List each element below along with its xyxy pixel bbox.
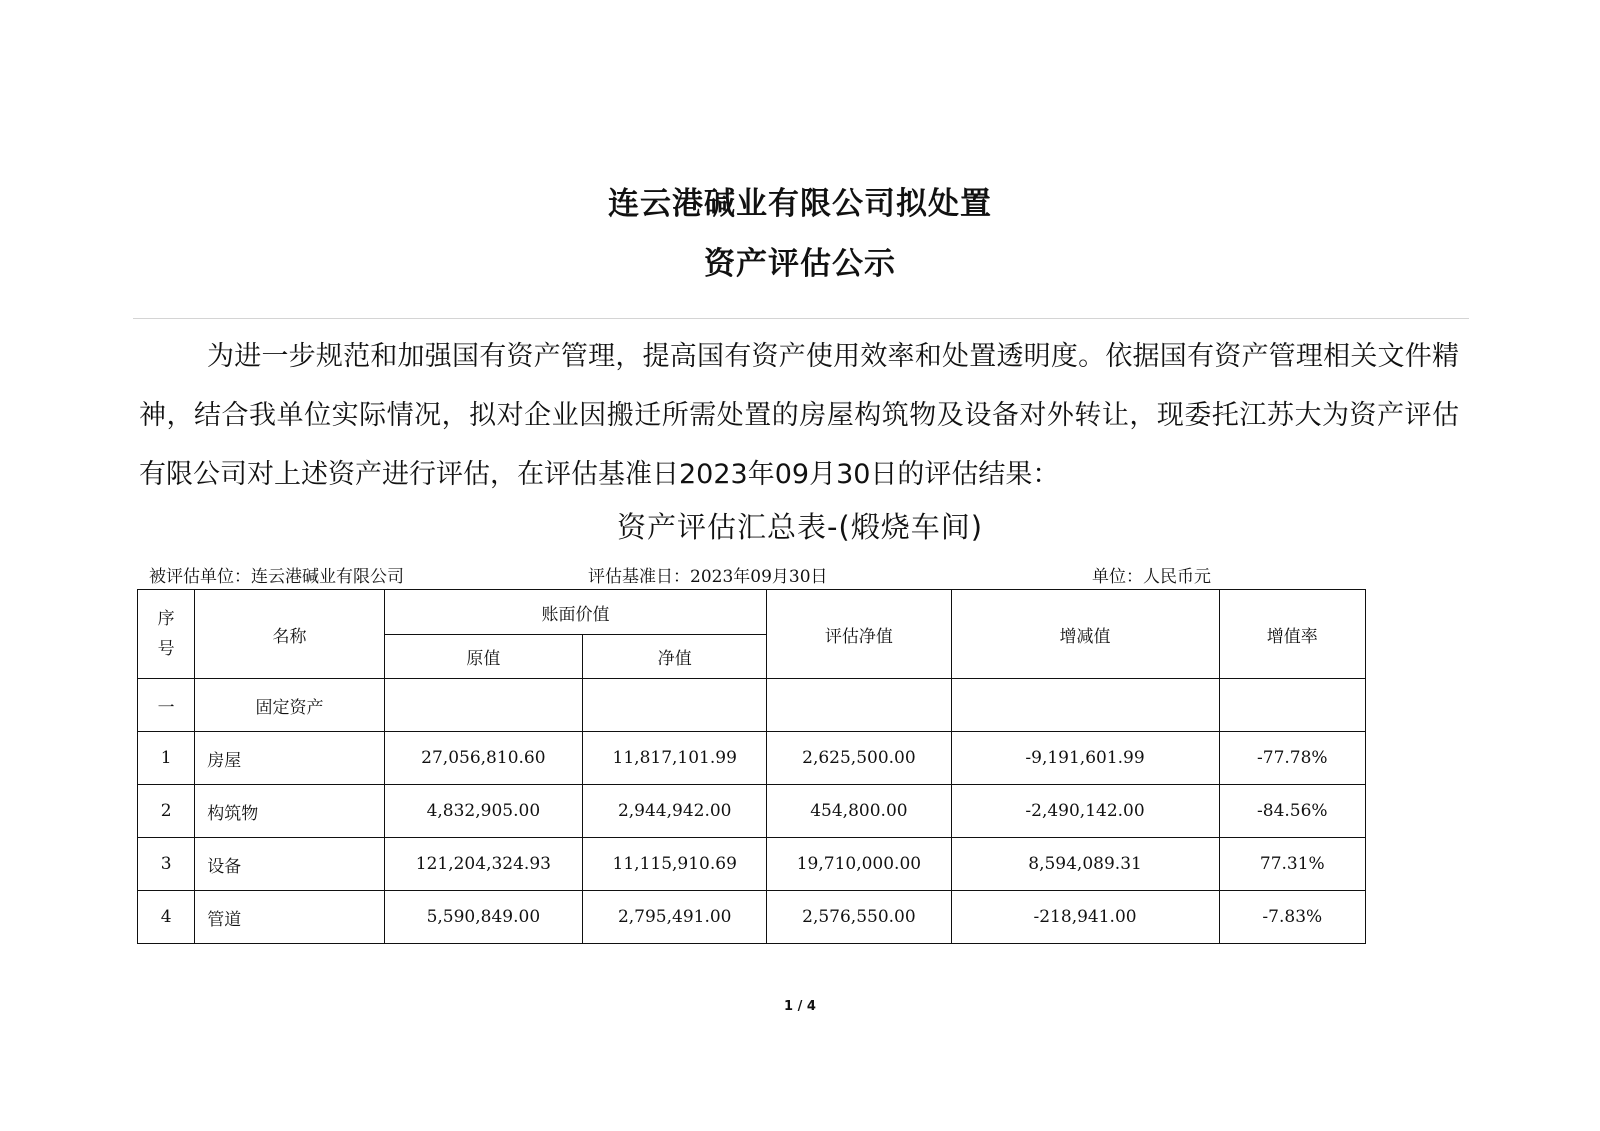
table-title: 资产评估汇总表-(煅烧车间) — [616, 510, 984, 544]
row-net: 11,115,910.69 — [583, 838, 767, 891]
row-assessed-net: 454,800.00 — [767, 785, 951, 838]
row-net: 2,795,491.00 — [583, 891, 767, 944]
table-row — [138, 785, 1366, 838]
row-net: 2,944,942.00 — [583, 785, 767, 838]
row-original: 121,204,324.93 — [384, 838, 583, 891]
intro-paragraph: 为进一步规范和加强国有资产管理，提高国有资产使用效率和处置透明度。依据国有资产管理相关文件精神，结合我单位实际情况，拟对企业因搬迁所需处置的房屋构筑物及设备对外转让，现委托江苏大为资产评估有限公司对上述资产进行评估，在评估基准日2023年09月30日的评估结果： — [139, 341, 1459, 490]
row-assessed-net: 19,710,000.00 — [767, 838, 951, 891]
category-name: 固定资产 — [195, 679, 384, 732]
page-number: 1 / 4 — [784, 999, 816, 1014]
row-change-rate: -77.78% — [1219, 732, 1365, 785]
row-name: 构筑物 — [195, 785, 384, 838]
row-change-rate: -84.56% — [1219, 785, 1365, 838]
row-name: 设备 — [195, 838, 384, 891]
row-seq: 4 — [138, 891, 195, 944]
row-seq: 1 — [138, 732, 195, 785]
assessed-unit-label: 被评估单位：连云港碱业有限公司 — [149, 567, 404, 587]
header-book-value: 账面价值 — [384, 590, 767, 635]
document-title: 连云港碱业有限公司拟处置 — [608, 186, 992, 222]
header-net: 净值 — [583, 635, 767, 679]
table-row — [138, 838, 1366, 891]
row-name: 管道 — [195, 891, 384, 944]
row-change-rate: -7.83% — [1219, 891, 1365, 944]
row-change: -218,941.00 — [951, 891, 1219, 944]
header-change: 增减值 — [951, 590, 1219, 679]
asset-summary-table — [137, 589, 1366, 944]
currency-unit-label: 单位：人民币元 — [1092, 567, 1211, 587]
row-change-rate: 77.31% — [1219, 838, 1365, 891]
row-original: 4,832,905.00 — [384, 785, 583, 838]
category-seq: 一 — [138, 679, 195, 732]
category-row — [138, 679, 1366, 732]
row-change: -9,191,601.99 — [951, 732, 1219, 785]
document-subtitle: 资产评估公示 — [704, 246, 896, 282]
table-row — [138, 732, 1366, 785]
header-change-rate: 增值率 — [1219, 590, 1365, 679]
row-change: -2,490,142.00 — [951, 785, 1219, 838]
row-net: 11,817,101.99 — [583, 732, 767, 785]
row-seq: 3 — [138, 838, 195, 891]
header-seq: 序 号 — [138, 590, 195, 679]
row-change: 8,594,089.31 — [951, 838, 1219, 891]
row-assessed-net: 2,625,500.00 — [767, 732, 951, 785]
header-original: 原值 — [384, 635, 583, 679]
divider — [133, 318, 1469, 319]
row-assessed-net: 2,576,550.00 — [767, 891, 951, 944]
base-date-label: 评估基准日：2023年09月30日 — [588, 567, 828, 587]
header-name: 名称 — [195, 590, 384, 679]
row-name: 房屋 — [195, 732, 384, 785]
row-original: 5,590,849.00 — [384, 891, 583, 944]
header-assessed-net: 评估净值 — [767, 590, 951, 679]
row-original: 27,056,810.60 — [384, 732, 583, 785]
header-row — [138, 590, 1366, 635]
row-seq: 2 — [138, 785, 195, 838]
table-row — [138, 891, 1366, 944]
